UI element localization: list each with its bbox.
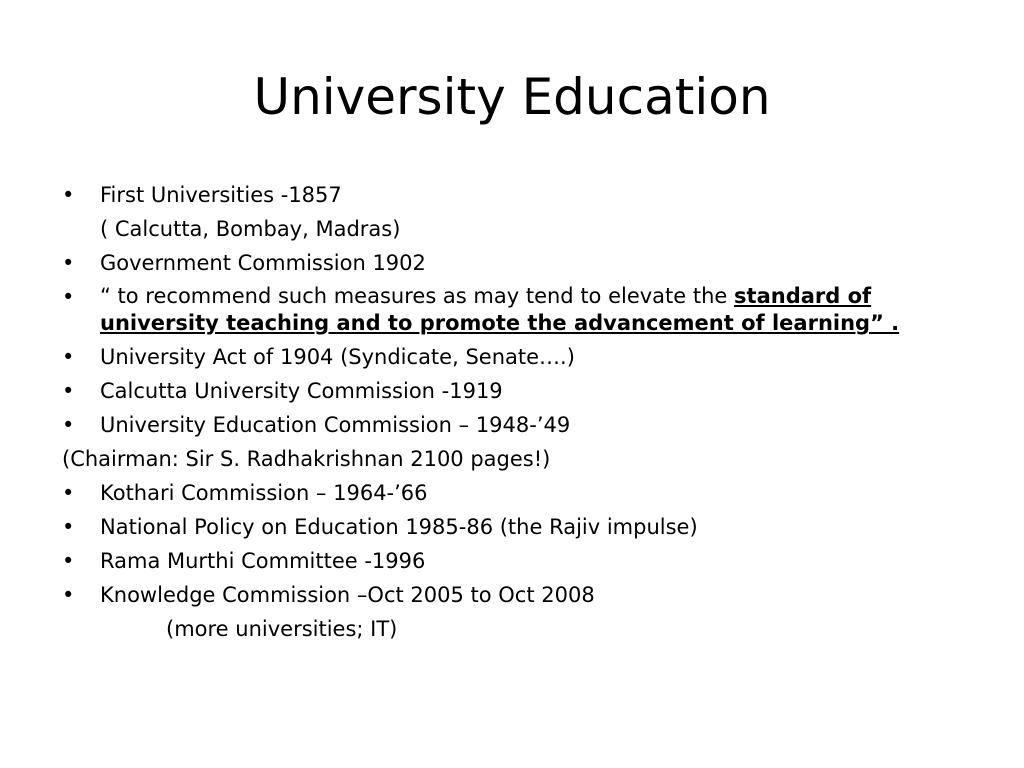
list-item [62, 510, 962, 544]
bullet-icon: • [62, 285, 75, 309]
slide-title: University Education [253, 68, 771, 126]
list-item [62, 578, 962, 612]
bullet-icon: • [62, 183, 75, 207]
list-item-text: Rama Murthi Committee -1996 [100, 549, 426, 573]
list-item [62, 374, 962, 408]
list-subline: (Chairman: Sir S. Radhakrishnan 2100 pages!) [62, 447, 551, 471]
bullet-icon: • [62, 413, 75, 437]
list-item [62, 340, 962, 374]
list-item-text: Knowledge Commission –Oct 2005 to Oct 2008 [100, 583, 595, 607]
list-subline: (more universities; IT) [166, 617, 398, 641]
list-item-text: Calcutta University Commission -1919 [100, 379, 503, 403]
bullet-icon: • [62, 583, 75, 607]
list-item-text: University Education Commission – 1948-’49 [100, 413, 571, 437]
bullet-icon: • [62, 549, 75, 573]
bullet-icon: • [62, 515, 75, 539]
list-item [62, 544, 962, 578]
list-item-text: Government Commission 1902 [100, 251, 426, 275]
quote-emphasis: standard of university teaching and to promote the advancement of learning” . [100, 284, 900, 335]
bullet-icon: • [62, 251, 75, 275]
list-subline: ( Calcutta, Bombay, Madras) [100, 217, 401, 241]
bullet-list [62, 178, 962, 646]
list-item [62, 246, 962, 280]
list-item-text: Kothari Commission – 1964-’66 [100, 481, 428, 505]
list-item [62, 408, 962, 442]
list-item [62, 280, 962, 340]
bullet-icon: • [62, 379, 75, 403]
list-item-text: National Policy on Education 1985-86 (the Rajiv impulse) [100, 515, 698, 539]
quote-text: “ to recommend such measures as may tend to elevate the [100, 284, 728, 308]
list-item [62, 476, 962, 510]
list-item-text: First Universities -1857 [100, 183, 342, 207]
list-item-text: University Act of 1904 (Syndicate, Senate….) [100, 345, 575, 369]
list-item [62, 178, 962, 212]
list-item-text [100, 280, 962, 340]
bullet-icon: • [62, 481, 75, 505]
bullet-icon: • [62, 345, 75, 369]
